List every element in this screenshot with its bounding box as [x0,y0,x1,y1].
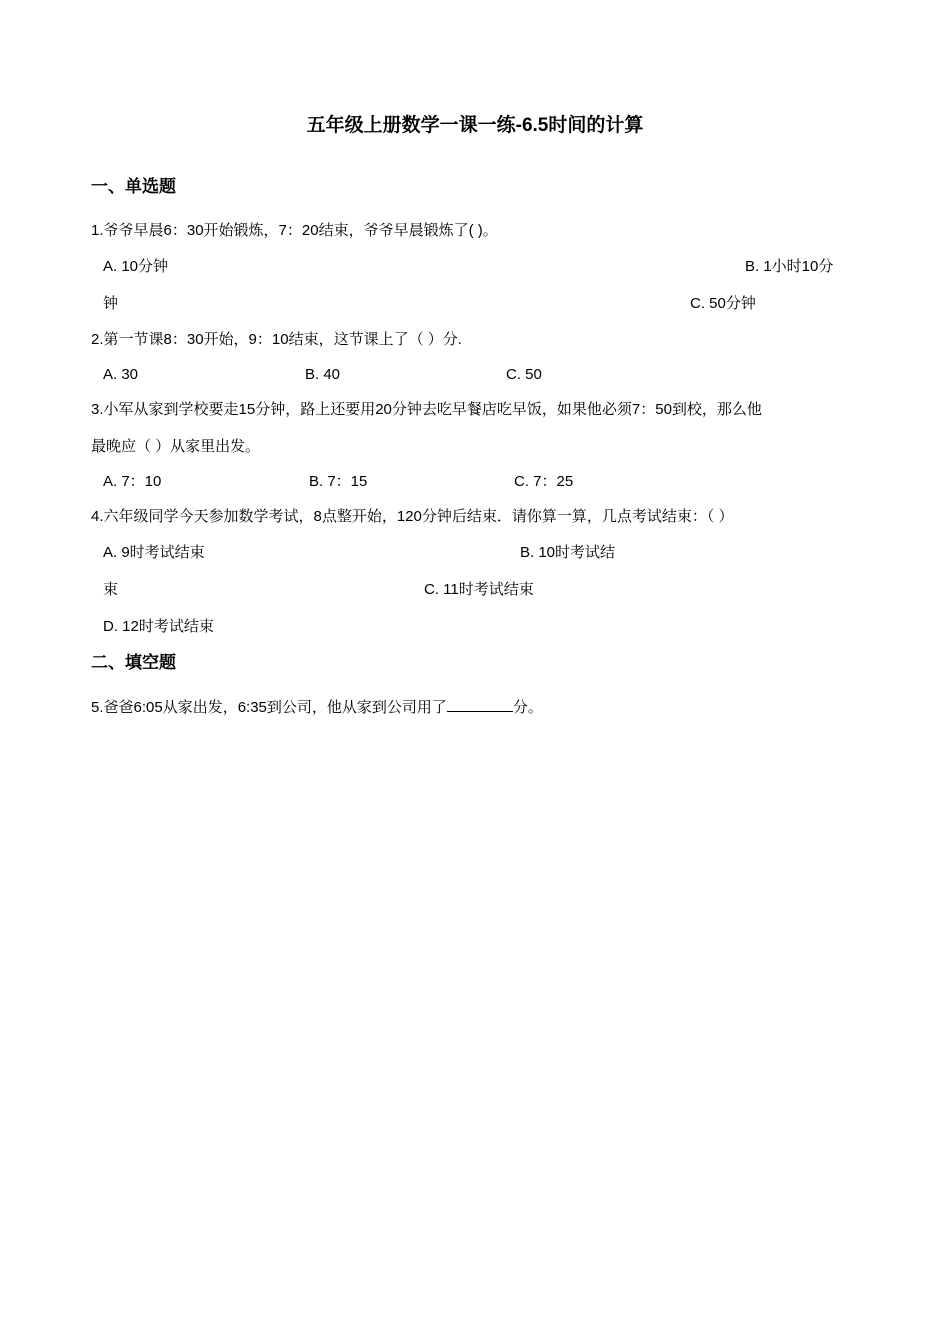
question-3-stem-line-2: 最晚应（ ）从家里出发。 [91,438,261,455]
question-1-option-b: B. 1小时10分 [745,258,834,275]
question-4-option-b: B. 10时考试结 [520,544,616,561]
question-4-option-a: A. 9时考试结束 [103,544,205,561]
question-4-stem: 4.六年级同学今天参加数学考试，8点整开始，120分钟后结束．请你算一算，几点考试结束：（ ） [91,508,734,525]
question-5-stem [91,697,543,719]
question-1-option-a: A. 10分钟 [103,258,169,275]
section-heading-single-choice: 一、单选题 [91,177,176,196]
question-1-option-c: C. 50分钟 [690,295,756,312]
question-3-option-c: C. 7：25 [514,473,574,490]
question-1-stem: 1.爷爷早晨6：30开始锻炼，7：20结束，爷爷早晨锻炼了( )。 [91,222,498,239]
page-title: 五年级上册数学一课一练-6.5时间的计算 [306,115,644,136]
question-5-text-after: 分。 [512,699,543,716]
question-2-option-a: A. 30 [103,366,139,383]
question-2-option-c: C. 50 [506,366,542,383]
question-1-option-b-wrap: 钟 [103,295,119,312]
question-4-option-b-wrap: 束 [103,581,119,598]
question-5-answer-blank[interactable] [447,697,513,712]
question-3-option-a: A. 7：10 [103,473,162,490]
question-3-option-b: B. 7：15 [309,473,368,490]
question-3-stem-line-1: 3.小军从家到学校要走15分钟，路上还要用20分钟去吃早餐店吃早饭，如果他必须7：50到校，那么他 [91,401,762,418]
question-5-text-before: 5.爸爸6:05从家出发，6:35到公司，他从家到公司用了 [91,699,447,716]
question-2-stem: 2.第一节课8：30开始，9：10结束，这节课上了（ ）分. [91,331,462,348]
question-4-option-d: D. 12时考试结束 [103,618,214,635]
question-2-option-b: B. 40 [305,366,341,383]
section-heading-fill-blank: 二、填空题 [91,653,176,672]
question-4-option-c: C. 11时考试结束 [424,581,534,598]
